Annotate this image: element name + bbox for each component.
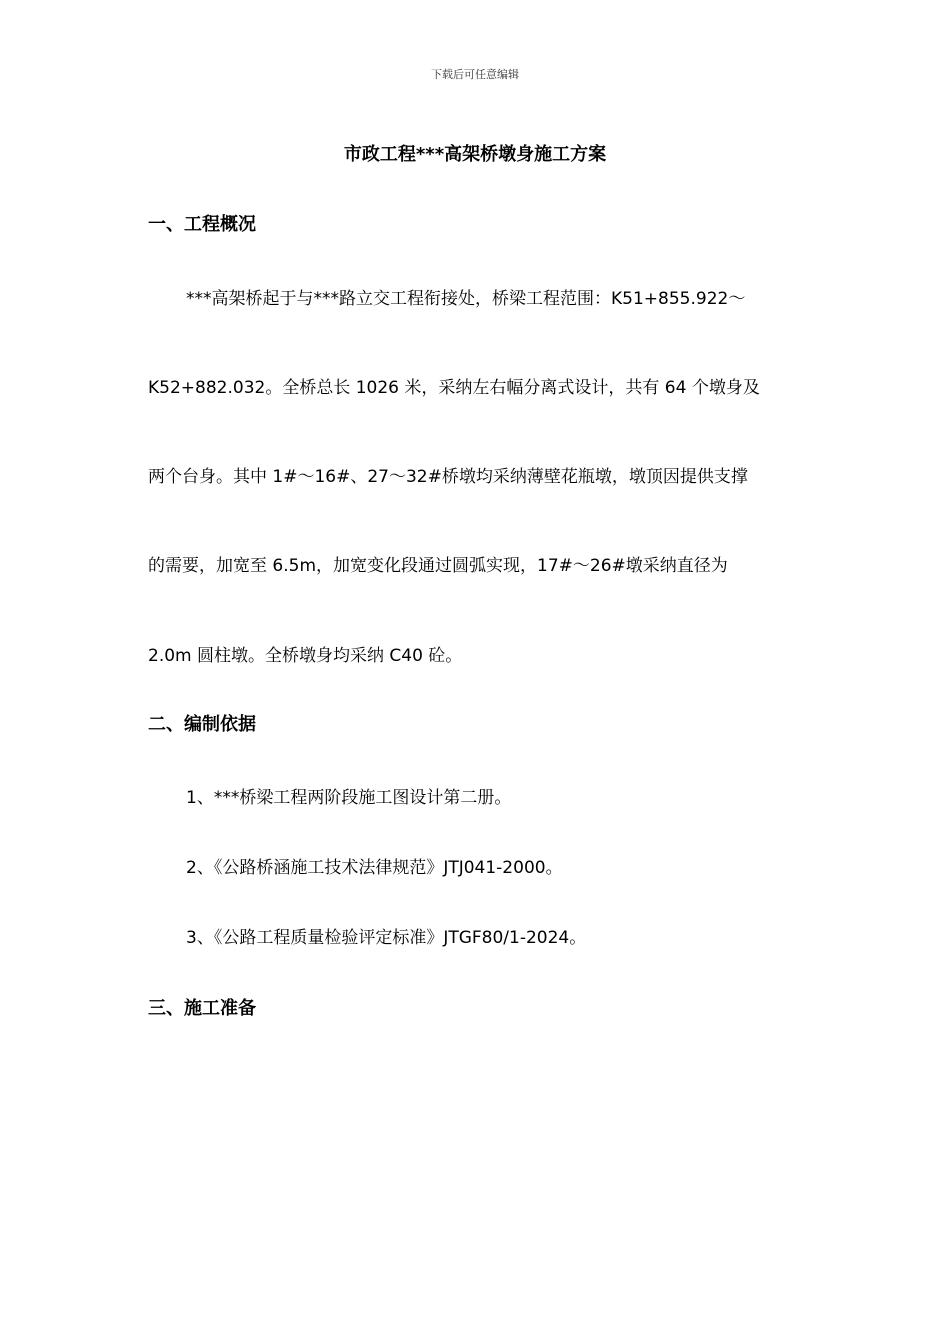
basis-item-2: 2、《公路桥涵施工技术法律规范》JTJ041-2000。 [186,858,563,878]
section-heading-basis: 二、编制依据 [148,714,256,735]
header-note: 下载后可任意编辑 [431,68,519,81]
overview-line-4: 的需要，加宽至 6.5m，加宽变化段通过圆弧实现，17#～26#墩采纳直径为 [148,556,728,576]
overview-line-3: 两个台身。其中 1#～16#、27～32#桥墩均采纳薄壁花瓶墩，墩顶因提供支撑 [148,467,748,487]
section-heading-overview: 一、工程概况 [148,214,256,235]
basis-item-1: 1、***桥梁工程两阶段施工图设计第二册。 [186,788,512,808]
document-title: 市政工程***高架桥墩身施工方案 [343,144,607,165]
basis-item-3: 3、《公路工程质量检验评定标准》JTGF80/1-2024。 [186,928,587,948]
section-heading-preparation: 三、施工准备 [148,998,256,1019]
overview-line-2: K52+882.032。全桥总长 1026 米，采纳左右幅分离式设计，共有 64 个墩身及 [148,378,760,398]
overview-line-5: 2.0m 圆柱墩。全桥墩身均采纳 C40 砼。 [148,646,463,666]
overview-line-1: ***高架桥起于与***路立交工程衔接处，桥梁工程范围：K51+855.922～ [186,289,746,309]
